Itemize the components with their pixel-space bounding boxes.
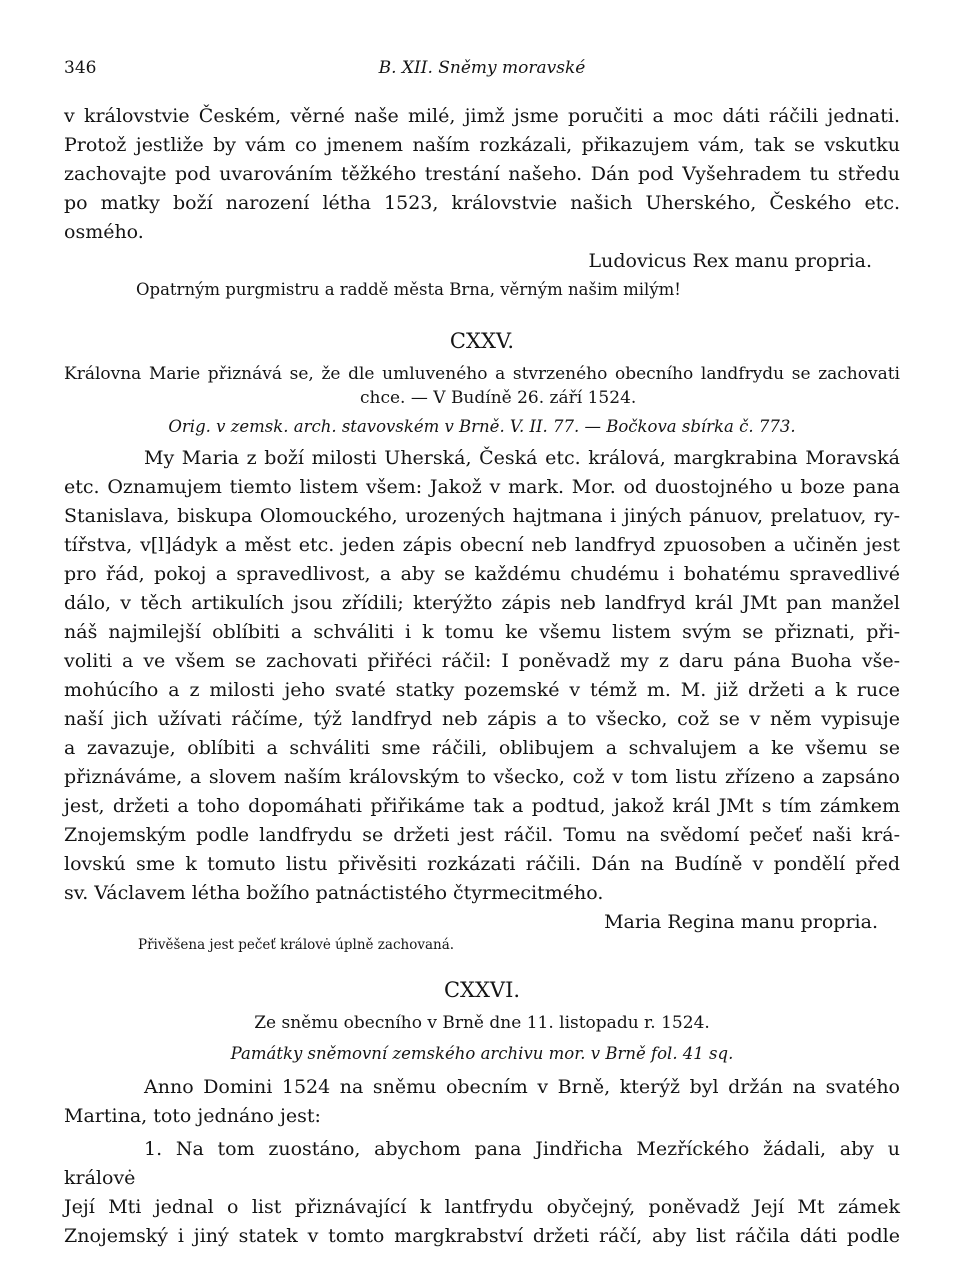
- signature-maria: Maria Regina manu propria.: [604, 911, 878, 933]
- text-line: náš najmilejší oblíbiti a schváliti i k tomu ke všemu listem svým se přiznati, při-: [64, 621, 900, 643]
- text-line: Její Mti jednal o list přiznávající k lantfrydu obyčejný, poněvadž Její Mt zámek: [64, 1196, 900, 1218]
- cxxiv-text: [64, 102, 900, 247]
- text-line: Znojemský i jiný statek v tomto margkrabství držeti ráčí, aby list ráčila dáti podle: [64, 1225, 900, 1247]
- source-cxxv: Orig. v zemsk. arch. stavovském v Brně. V. II. 77. — Bočkova sbírka č. 773.: [168, 417, 796, 436]
- text-line: dálo, v těch artikulích jsou zřídili; kterýžto zápis neb landfryd král JMt pan manžel: [64, 592, 900, 614]
- text-line: lovskú sme k tomuto listu přivěsiti rozkázati ráčili. Dán na Budíně v pondělí před: [64, 853, 900, 875]
- text-line: v královstvie Českém, věrné naše milé, jimž jsme poručiti a moc dáti ráčili jednati.: [64, 105, 900, 127]
- book-page: [64, 52, 900, 1251]
- text-line: mohúcího a z milosti jeho svaté statky pozemské v témž m. M. již držeti a k ruce: [64, 679, 900, 701]
- text-line: přiznáváme, a slovem naším královským to všecko, což v tom listu zřízeno a zapsáno: [64, 766, 900, 788]
- page-number: 346: [64, 58, 97, 78]
- text-line: tířstva, v[l]ádyk a měst etc. jeden zápis obecní neb landfryd zpuosoben a učiněn jest: [64, 534, 900, 556]
- text-line: pro řád, pokoj a spravedlivost, a aby se každému chudému i bohatému spravedlivé: [64, 563, 900, 585]
- text-line: zachovajte pod uvarováním těžkého trestání našeho. Dán pod Vyšehradem tu středu: [64, 163, 900, 185]
- cxxv-text: [64, 444, 900, 908]
- text-line: etc. Oznamujem tiemto listem všem: Jakož v mark. Mor. od duostojného u boze pana: [64, 476, 900, 498]
- text-line: Martina, toto jednáno jest:: [64, 1105, 321, 1127]
- source-cxxvi: Památky sněmovní zemského archivu mor. v Brně fol. 41 sq.: [230, 1044, 734, 1063]
- text-line: Znojemským podle landfrydu se držeti jest ráčil. Tomu na svědomí pečeť naši krá-: [64, 824, 900, 846]
- regest-cxxvi: Ze sněmu obecního v Brně dne 11. listopadu r. 1524.: [254, 1013, 710, 1033]
- signature-ludovicus: Ludovicus Rex manu propria.: [588, 250, 872, 272]
- address-line: Opatrným purgmistru a raddě města Brna, věrným našim milým!: [136, 280, 681, 299]
- text-line: a zavazuje, oblíbiti a schváliti sme ráčili, oblibujem a schvalujem a ke všemu se: [64, 737, 900, 759]
- text-line: naší jich užívati ráčíme, týž landfryd neb zápis a to všecko, což se v něm vypisuje: [64, 708, 900, 730]
- running-title: B. XII. Sněmy moravské: [378, 58, 586, 78]
- document-number-cxxvi: CXXVI.: [443, 978, 521, 1002]
- text-line: jest, držeti a toho dopomáhati přiřikáme tak a podtud, jakož král JMt s tím zámkem: [64, 795, 900, 817]
- seal-note: Přivěšena jest pečeť královė úplně zachovaná.: [138, 937, 455, 953]
- running-head: [64, 52, 900, 86]
- text-line: voliti a ve všem se zachovati přiřéci ráčil: I poněvadž my z daru pána Buoha vše-: [64, 650, 900, 672]
- document-number-cxxv: CXXV.: [449, 329, 515, 353]
- text-line: po matky boží narození létha 1523, královstvie našich Uherského, Českého etc. osmého.: [64, 192, 900, 243]
- text-line: 1. Na tom zuostáno, abychom pana Jindřicha Mezříckého žádali, aby u královė: [64, 1138, 900, 1189]
- text-line: Stanislava, biskupa Olomouckého, urozených hajtmana i jiných pánuov, prelatuov, ry-: [64, 505, 900, 527]
- regest-cxxv: Královna Marie přiznává se, že dle umluveného a stvrzeného obecního landfrydu se zachovati: [64, 364, 900, 384]
- cxxvi-text: [64, 1073, 900, 1251]
- text-line: My Maria z boží milosti Uherská, Česká etc. králová, margkrabina Moravská: [144, 447, 900, 469]
- regest-cxxv-cont: chce. — V Budíně 26. září 1524.: [360, 388, 637, 408]
- text-line: Anno Domini 1524 na sněmu obecním v Brně, kterýž byl držán na svatého: [144, 1076, 900, 1098]
- text-line: Protož jestliže by vám co jmenem naším rozkázali, přikazujem vám, tak se vskutku: [64, 134, 900, 156]
- text-line: sv. Václavem létha božího patnáctistého čtyrmecitmého.: [64, 882, 604, 904]
